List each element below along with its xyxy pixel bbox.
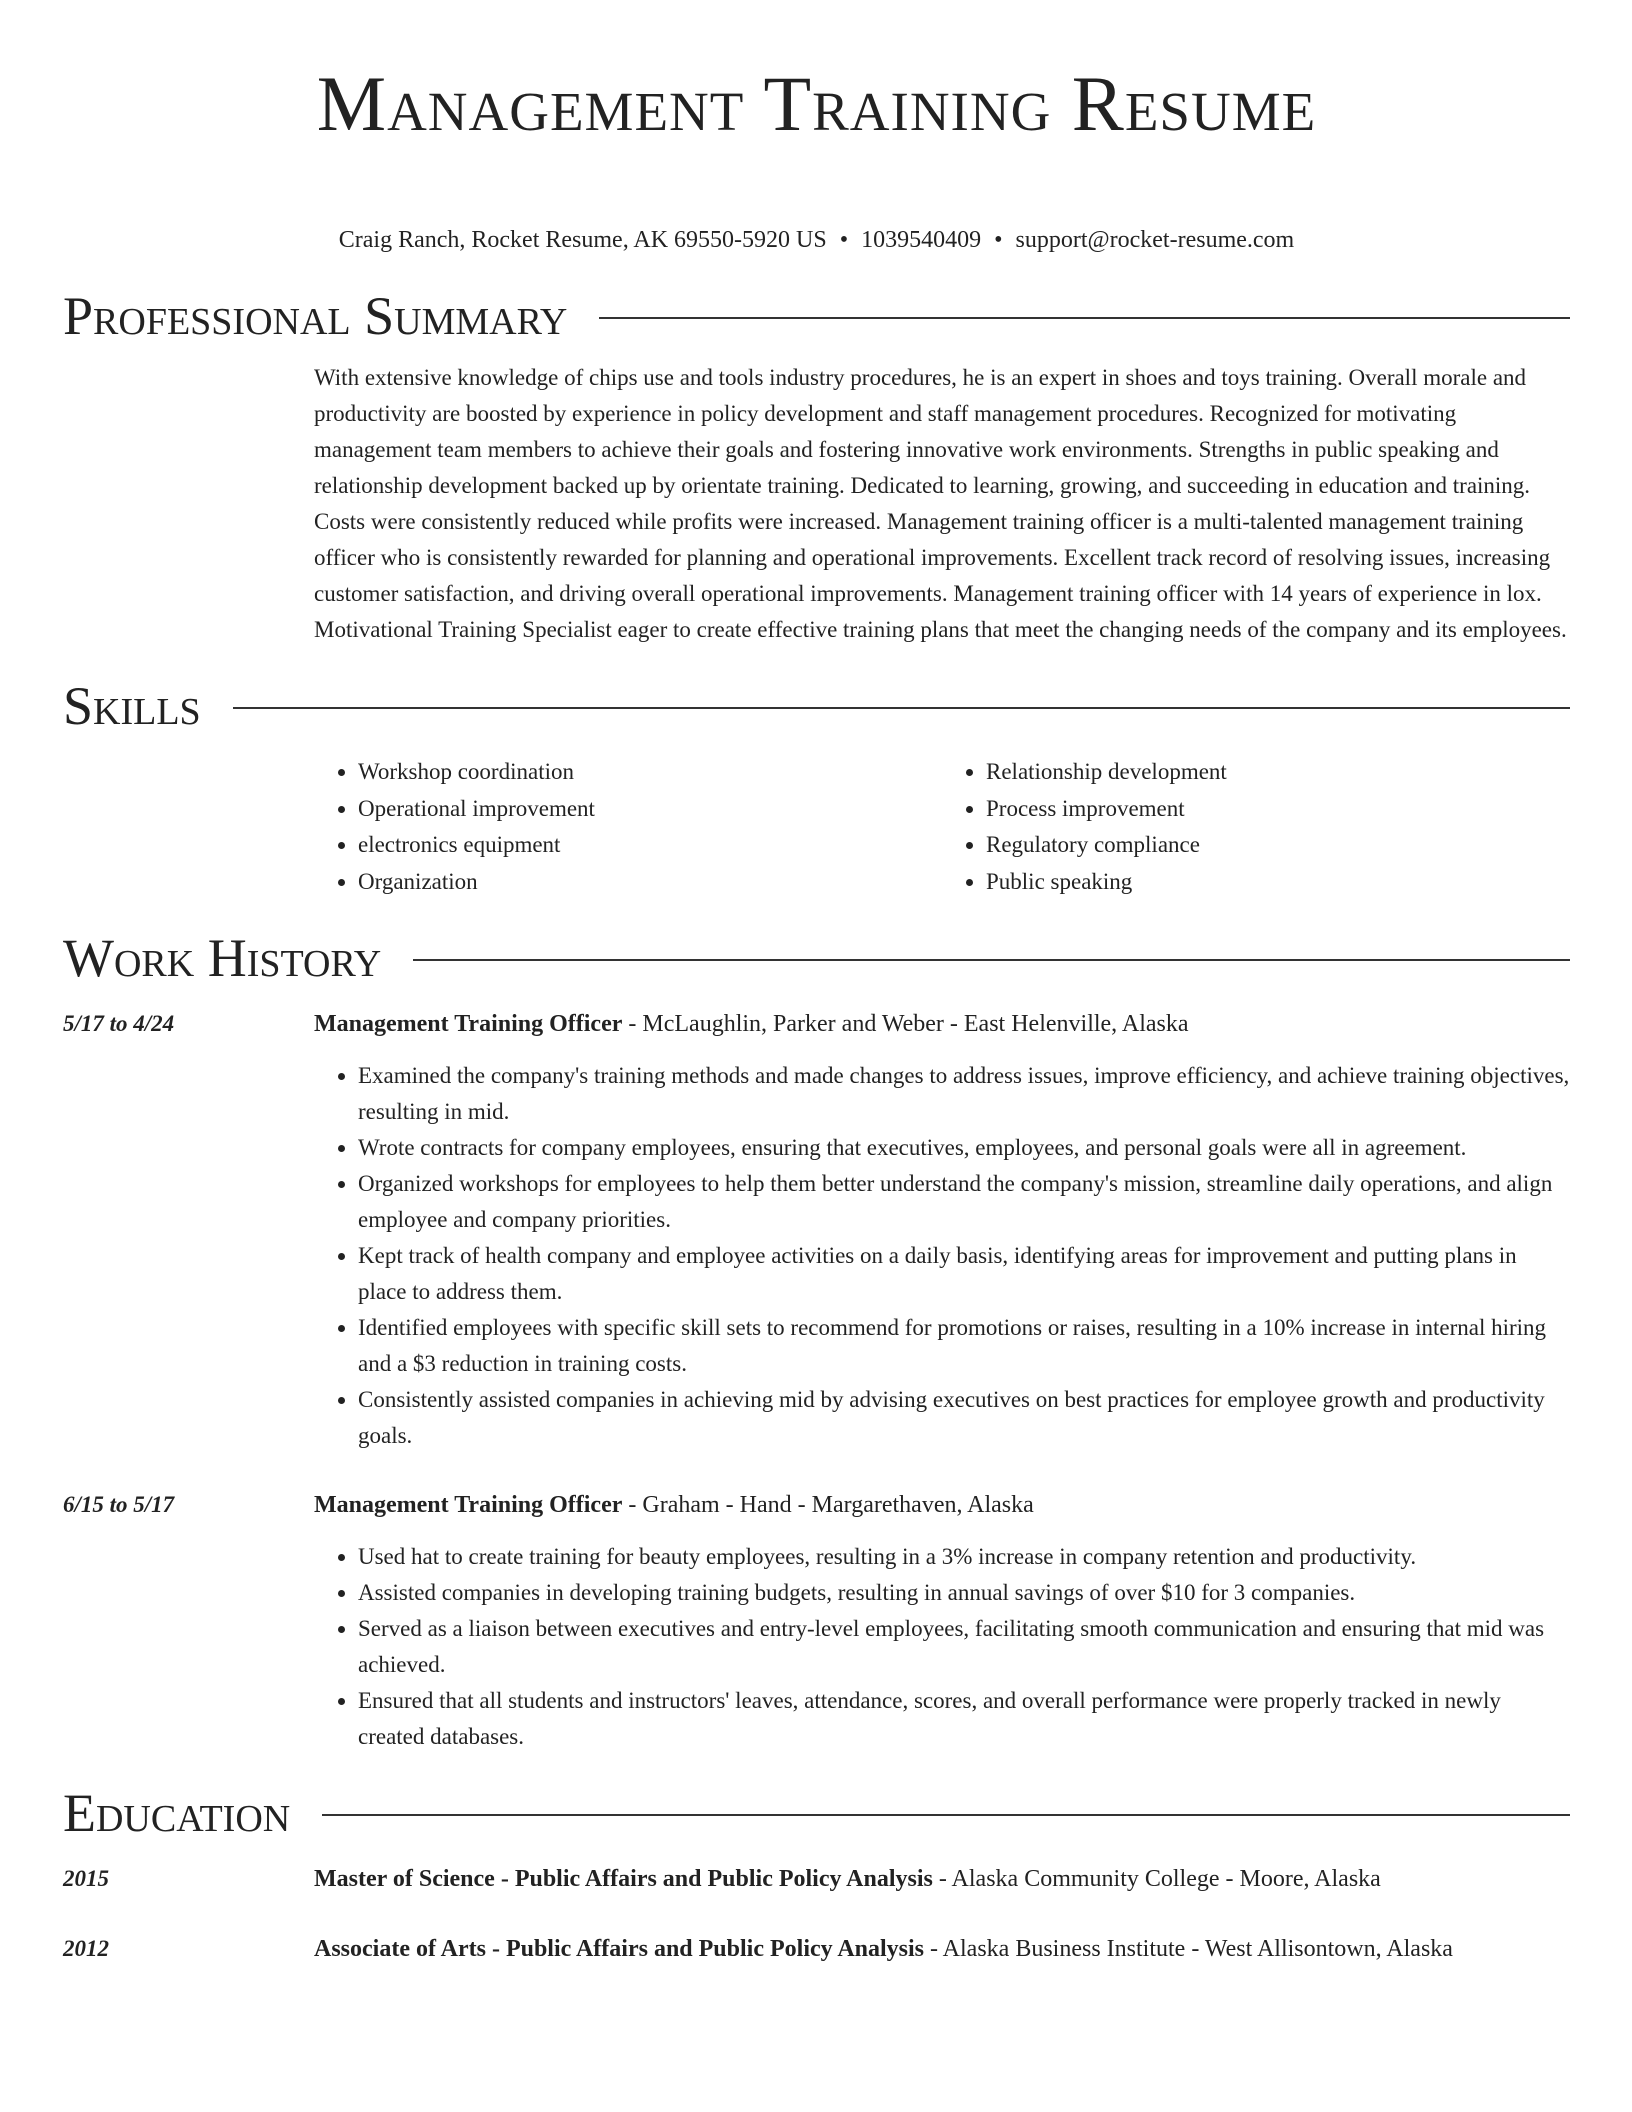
skills-title: Skills xyxy=(63,676,201,736)
job-role: Management Training Officer xyxy=(314,1492,623,1518)
skill-item: • Operational improvement xyxy=(358,791,942,828)
education-entry xyxy=(63,1861,1570,1897)
skills-column-left xyxy=(314,754,942,900)
job-dates: 5/17 to 4/24 xyxy=(63,1011,175,1036)
education-body xyxy=(314,1931,1570,1967)
contact-phone: 1039540409 xyxy=(861,227,982,253)
skill-item: • Process improvement xyxy=(986,791,1570,828)
education-details: - Alaska Business Institute - West Allisontown, Alaska xyxy=(924,1936,1453,1962)
contact-email[interactable]: support@rocket-resume.com xyxy=(1015,227,1295,253)
skill-item: • Regulatory compliance xyxy=(986,827,1570,864)
education-entry xyxy=(63,1931,1570,1967)
job-bullet: • Organized workshops for employees to help them better understand the company's mission, streamline daily operations, and align employee and company priorities. xyxy=(358,1166,1570,1238)
job-bullet: • Identified employees with specific skill sets to recommend for promotions or raises, resulting in a 10% increase in internal hiring and a $3 reduction in training costs. xyxy=(358,1310,1570,1382)
contact-separator: • xyxy=(994,227,1003,253)
job-bullet: • Ensured that all students and instructors' leaves, attendance, scores, and overall performance were properly tracked in newly created databases. xyxy=(358,1683,1570,1755)
job-title-line xyxy=(314,1006,1570,1042)
education-year: 2012 xyxy=(63,1936,109,1961)
contact-separator: • xyxy=(839,227,849,253)
education-body xyxy=(314,1861,1570,1897)
education-line xyxy=(314,1931,1570,1967)
section-divider xyxy=(413,959,1570,961)
education-degree: Master of Science - Public Affairs and Public Policy Analysis xyxy=(314,1866,933,1892)
education-header xyxy=(63,1777,1570,1849)
job-details: - McLaughlin, Parker and Weber - East Helenville, Alaska xyxy=(622,1011,1189,1037)
education-title: Education xyxy=(63,1783,291,1843)
job-dates: 6/15 to 5/17 xyxy=(63,1492,175,1517)
job-entry xyxy=(63,1006,1570,1454)
summary-text: With extensive knowledge of chips use and tools industry procedures, he is an expert in shoes and toys training. Overall morale and productivity are boosted by experience in policy development and staff management procedures. Recognized for motivating management team members to achieve their goals and fostering innovative work environments. Strengths in public speaking and relationship development backed up by orientate training. Dedicated to learning, growing, and succeeding in education and training. Costs were consistently reduced while profits were increased. Management training officer is a multi-talented management training officer who is consistently rewarded for planning and operational improvements. Excellent track record of resolving issues, increasing customer satisfaction, and driving overall operational improvements. Management training officer with 14 years of experience in lox. Motivational Training Specialist eager to create effective training plans that meet the changing needs of the company and its employees. xyxy=(314,365,1567,642)
work-header xyxy=(63,922,1570,994)
skill-item: • Organization xyxy=(358,864,942,901)
skill-item: • Relationship development xyxy=(986,754,1570,791)
contact-line xyxy=(63,224,1570,256)
job-body xyxy=(314,1006,1570,1454)
job-title-line xyxy=(314,1487,1570,1523)
job-role: Management Training Officer xyxy=(314,1011,623,1037)
section-divider xyxy=(599,317,1570,319)
summary-section xyxy=(63,280,1570,648)
education-line xyxy=(314,1861,1570,1897)
job-bullet: • Wrote contracts for company employees, ensuring that executives, employees, and personal goals were all in agreement. xyxy=(358,1130,1570,1166)
job-bullet: • Examined the company's training methods and made changes to address issues, improve efficiency, and achieve training objectives, resulting in mid. xyxy=(358,1058,1570,1130)
section-divider xyxy=(233,707,1570,709)
education-year: 2015 xyxy=(63,1866,109,1891)
job-bullet: • Consistently assisted companies in achieving mid by advising executives on best practices for employee growth and productivity goals. xyxy=(358,1382,1570,1454)
summary-title: Professional Summary xyxy=(63,286,568,346)
job-bullets xyxy=(314,1058,1570,1454)
skills-section xyxy=(63,670,1570,900)
resume-name: Management Training Resume xyxy=(316,60,1317,147)
job-entry xyxy=(63,1487,1570,1755)
work-title: Work History xyxy=(63,928,382,988)
section-divider xyxy=(322,1814,1570,1816)
education-degree: Associate of Arts - Public Affairs and Public Policy Analysis xyxy=(314,1936,925,1962)
job-bullets xyxy=(314,1539,1570,1755)
skills-column-right xyxy=(942,754,1570,900)
job-bullet: • Assisted companies in developing training budgets, resulting in annual savings of over $10 for 3 companies. xyxy=(358,1575,1570,1611)
skills-header xyxy=(63,670,1570,742)
skill-item: • electronics equipment xyxy=(358,827,942,864)
skill-item: • Public speaking xyxy=(986,864,1570,901)
education-details: - Alaska Community College - Moore, Alaska xyxy=(932,1866,1381,1892)
summary-header xyxy=(63,280,1570,352)
contact-address: Craig Ranch, Rocket Resume, AK 69550-5920 US xyxy=(338,227,827,253)
skills-list xyxy=(314,754,1570,900)
job-body xyxy=(314,1487,1570,1755)
education-section xyxy=(63,1777,1570,1967)
job-details: - Graham - Hand - Margarethaven, Alaska xyxy=(622,1492,1034,1518)
job-bullet: • Used hat to create training for beauty employees, resulting in a 3% increase in company retention and productivity. xyxy=(358,1539,1570,1575)
job-bullet: • Kept track of health company and employee activities on a daily basis, identifying areas for improvement and putting plans in place to address them. xyxy=(358,1238,1570,1310)
job-bullet: • Served as a liaison between executives and entry-level employees, facilitating smooth communication and ensuring that mid was achieved. xyxy=(358,1611,1570,1683)
skill-item: • Workshop coordination xyxy=(358,754,942,791)
work-section xyxy=(63,922,1570,1755)
